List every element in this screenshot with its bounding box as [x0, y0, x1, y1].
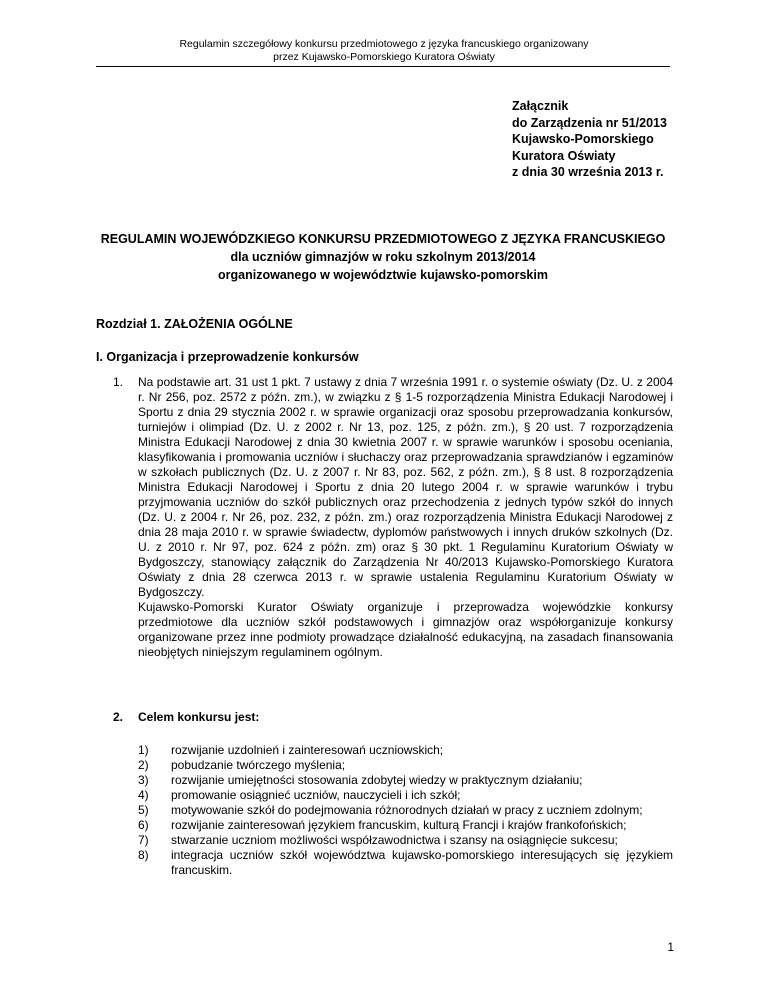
title-line-2: dla uczniów gimnazjów w roku szkolnym 2013/2014 — [230, 250, 536, 264]
goal-text: integracja uczniów szkół województwa kujawsko-pomorskiego interesujących się językiem francuskim. — [171, 848, 673, 877]
goals-list — [138, 743, 673, 878]
goal-item — [138, 788, 673, 803]
goal-text: promowanie osiągnieć uczniów, nauczycieli i ich szkół; — [171, 788, 461, 802]
goal-text: rozwijanie zainteresowań językiem francuskim, kulturą Francji i krajów frankofońskich; — [171, 818, 627, 832]
goal-text: pobudzanie twórczego myślenia; — [171, 758, 346, 772]
goal-text: stwarzanie uczniom możliwości współzawodnictwa i szansy na osiągnięcie sukcesu; — [171, 833, 618, 847]
list-item-2 — [113, 710, 259, 724]
list-item-number: 1. — [113, 375, 124, 389]
attachment-line: z dnia 30 września 2013 r. — [512, 165, 664, 179]
legal-basis-paragraph: Na podstawie art. 31 ust 1 pkt. 7 ustawy z dnia 7 września 1991 r. o systemie oświaty (Dz. U. z 2004 r. Nr 256, poz. 2572 z późn. zm.), w związku z § 1-5 rozporządzenia Ministra Edukacji Narodowej i Sportu z dnia 29 stycznia 2002 r. w sprawie organizacji oraz sposobu przeprowadzania konkursów, turniejów i olimpiad (Dz. U. z 2002 r. Nr 13, poz. 125, z późn. zm.), § 20 ust. 7 rozporządzenia Ministra Edukacji Narodowej z dnia 30 kwietnia 2007 r. w sprawie warunków i sposobu oceniania, klasyfikowania i promowania uczniów i słuchaczy oraz przeprowadzania sprawdzianów i egzaminów w szkołach publicznych (Dz. U. z 2007 r. Nr 83, poz. 562, z późn. zm.), § 8 ust. 8 rozporządzenia Ministra Edukacji Narodowej i Sportu z dnia 20 lutego 2004 r. w sprawie warunków i trybu przyjmowania uczniów do szkół publicznych oraz przechodzenia z jednych typów szkół do innych (Dz. U. z 2004 r. Nr 26, poz. 232, z późn. zm.) oraz rozporządzenia Ministra Edukacji Narodowej z dnia 28 maja 2010 r. w sprawie świadectw, dyplomów państwowych i innych druków szkolnych (Dz. U. z 2010 r. Nr 97, poz. 624 z późn. zm) oraz § 30 pkt. 1 Regulaminu Kuratorium Oświaty w Bydgoszczy, stanowiący załącznik do Zarządzenia Nr 40/2013 Kujawsko-Pomorskiego Kuratora Oświaty z dnia 28 czerwca 2013 r. w sprawie ustalenia Regulaminu Kuratorium Oświaty w Bydgoszczy. — [138, 375, 673, 599]
goal-number: 7) — [138, 833, 149, 847]
goal-item — [138, 773, 673, 788]
goals-heading: Celem konkursu jest: — [138, 710, 260, 724]
goal-text: rozwijanie umiejętności stosowania zdobytej wiedzy w praktycznym działaniu; — [171, 773, 583, 787]
goal-number: 8) — [138, 848, 149, 862]
goal-item — [138, 833, 673, 848]
title-line-1: REGULAMIN WOJEWÓDZKIEGO KONKURSU PRZEDMIOTOWEGO Z JĘZYKA FRANCUSKIEGO — [100, 232, 666, 246]
document-title — [96, 230, 670, 284]
goal-item — [138, 848, 673, 878]
section-heading: I. Organizacja i przeprowadzenie konkursów — [96, 350, 359, 364]
list-item-1 — [113, 375, 673, 660]
chapter-heading: Rozdział 1. ZAŁOŻENIA OGÓLNE — [96, 317, 293, 331]
attachment-line: do Zarządzenia nr 51/2013 — [512, 115, 667, 130]
goal-text: rozwijanie uzdolnień i zainteresowań uczniowskich; — [171, 743, 444, 757]
goal-item — [138, 743, 673, 758]
organizer-paragraph: Kujawsko-Pomorski Kurator Oświaty organizuje i przeprowadza wojewódzkie konkursy przedmiotowe dla uczniów szkół podstawowych i gimnazjów oraz współorganizuje konkursy organizowane przez inne podmioty prowadzące działalność edukacyjną, na zasadach finansowania nieobjętych niniejszym regulaminem ogólnym. — [138, 600, 673, 659]
goal-number: 2) — [138, 758, 149, 772]
goal-number: 5) — [138, 803, 149, 817]
goal-number: 4) — [138, 788, 149, 802]
goal-item — [138, 803, 673, 818]
goal-item — [138, 818, 673, 833]
list-item-body — [138, 375, 673, 660]
running-header-line-1: Regulamin szczegółowy konkursu przedmiotowego z języka francuskiego organizowany — [179, 38, 589, 50]
running-header — [0, 38, 768, 64]
goal-number: 3) — [138, 773, 149, 787]
running-header-line-2: przez Kujawsko-Pomorskiego Kuratora Oświaty — [273, 51, 495, 63]
list-item-number: 2. — [113, 710, 124, 724]
attachment-line: Kujawsko-Pomorskiego — [512, 132, 654, 146]
title-line-3: organizowanego w województwie kujawsko-pomorskim — [218, 268, 548, 282]
goal-item — [138, 758, 673, 773]
goal-number: 1) — [138, 743, 149, 757]
goal-text: motywowanie szkół do podejmowania różnorodnych działań w pracy z uczniem zdolnym; — [171, 803, 643, 817]
attachment-line: Załącznik — [512, 99, 569, 113]
attachment-line: Kuratora Oświaty — [512, 148, 616, 163]
page-number: 1 — [667, 940, 674, 954]
attachment-note — [512, 98, 667, 181]
header-divider — [96, 66, 670, 67]
goal-number: 6) — [138, 818, 149, 832]
